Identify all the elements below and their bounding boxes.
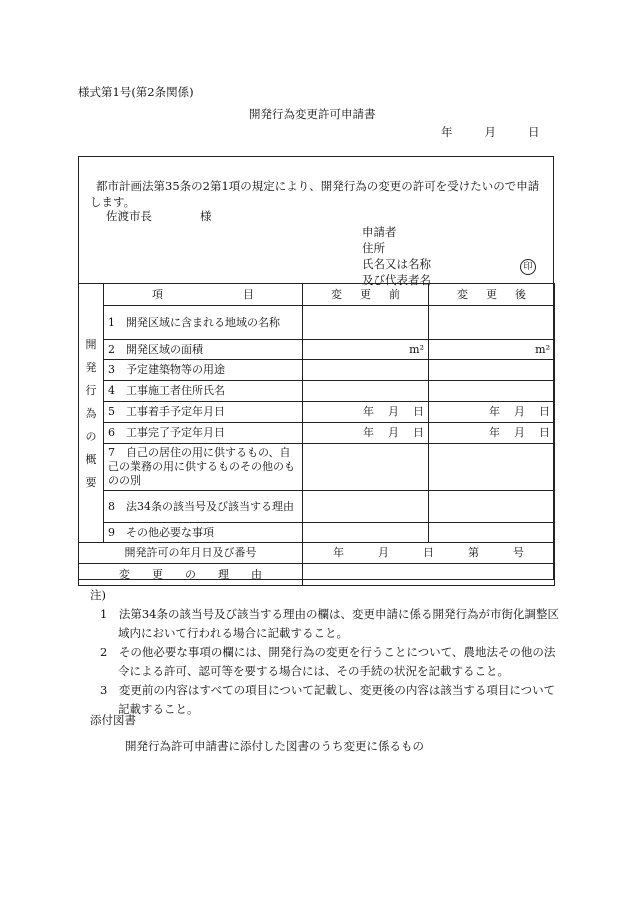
header-item: 項 目	[104, 284, 303, 306]
note-item: 3 変更前の内容はすべての項目について記載し、変更後の内容は該当する項目について記載すること。	[100, 683, 556, 716]
row-before-cell[interactable]	[303, 523, 429, 543]
table-header-row	[79, 284, 555, 306]
table-row	[79, 523, 555, 543]
notes-heading: 注)	[90, 588, 106, 602]
date-year-label: 年	[441, 125, 453, 139]
row-after-cell[interactable]	[429, 381, 555, 402]
header-before: 変 更 前	[303, 284, 429, 306]
row-before-cell[interactable]: 年 月 日	[303, 402, 429, 423]
side-char: 概	[85, 452, 97, 466]
table-row	[79, 444, 555, 491]
reason-value-cell[interactable]	[303, 564, 555, 586]
header-after: 変 更 後	[429, 284, 555, 306]
row-before-cell[interactable]	[303, 360, 429, 381]
intro-statement: 都市計画法第35条の2第1項の規定により、開発行為の変更の許可を受けたいので申請します。	[90, 179, 540, 209]
row-after-cell[interactable]: 年 月 日	[429, 402, 555, 423]
side-label-overview	[79, 284, 104, 543]
applicant-block	[362, 224, 431, 288]
row-after-cell[interactable]: 年 月 日	[429, 423, 555, 444]
row-before-cell[interactable]	[303, 381, 429, 402]
side-char: 発	[85, 360, 97, 374]
row-after-cell[interactable]	[429, 491, 555, 523]
row-label: 7 自己の居住の用に供するもの、自己の業務の用に供するものその他のものの別	[104, 444, 303, 491]
table-row	[79, 381, 555, 402]
reason-row	[79, 564, 555, 586]
side-char: 行	[85, 383, 97, 397]
row-label: 6 工事完了予定年月日	[104, 423, 303, 444]
row-after-cell[interactable]	[429, 306, 555, 340]
side-char: 為	[85, 406, 97, 420]
row-label: 2 開発区域の面積	[104, 340, 303, 360]
table-row	[79, 491, 555, 523]
row-label: 9 その他必要な事項	[104, 523, 303, 543]
row-before-cell[interactable]	[303, 491, 429, 523]
row-before-cell[interactable]: 年 月 日	[303, 423, 429, 444]
applicant-representative-label: 及び代表者名	[362, 273, 431, 287]
row-label: 8 法34条の該当号及び該当する理由	[104, 491, 303, 523]
applicant-name-label: 氏名又は名称	[362, 257, 431, 271]
row-after-cell[interactable]: m²	[429, 340, 555, 360]
overview-table	[78, 283, 555, 586]
notes-section	[90, 586, 560, 719]
row-before-cell[interactable]: m²	[303, 340, 429, 360]
row-after-cell[interactable]	[429, 360, 555, 381]
date-day-label: 日	[528, 125, 540, 139]
document-title: 開発行為変更許可申請書	[249, 107, 376, 121]
row-label: 1 開発区域に含まれる地域の名称	[104, 306, 303, 340]
row-label: 5 工事着手予定年月日	[104, 402, 303, 423]
addressee-honorific: 様	[200, 209, 212, 223]
permit-row	[79, 543, 555, 564]
seal-mark: 印	[520, 259, 536, 275]
row-label: 3 予定建築物等の用途	[104, 360, 303, 381]
table-row	[79, 306, 555, 340]
table-row	[79, 402, 555, 423]
addressee: 佐渡市長	[106, 209, 152, 223]
form-number: 様式第1号(第2条関係)	[78, 85, 194, 99]
date-month-label: 月	[484, 125, 496, 139]
attachments-heading: 添付図書	[90, 713, 136, 727]
permit-label: 開発許可の年月日及び番号	[79, 543, 303, 564]
side-char: 開	[85, 337, 97, 351]
side-char: の	[85, 429, 97, 443]
note-item: 1 法第34条の該当号及び該当する理由の欄は、変更申請に係る開発行為が市街化調整区域内において行われる場合に記載すること。	[100, 607, 559, 640]
application-date	[441, 124, 540, 140]
side-char: 要	[85, 475, 97, 489]
applicant-address-label: 住所	[362, 241, 385, 255]
row-before-cell[interactable]	[303, 306, 429, 340]
table-row	[79, 360, 555, 381]
applicant-label: 申請者	[362, 225, 397, 239]
table-row	[79, 340, 555, 360]
permit-value-cell[interactable]: 年 月 日 第 号	[303, 543, 555, 564]
attachments-body: 開発行為許可申請書に添付した図書のうち変更に係るもの	[125, 739, 424, 753]
reason-label: 変 更 の 理 由	[79, 564, 303, 586]
note-item: 2 その他必要な事項の欄には、開発行為の変更を行うことについて、農地法その他の法令による許可、認可等を要する場合には、その手続の状況を記載すること。	[100, 645, 556, 678]
row-after-cell[interactable]	[429, 444, 555, 491]
row-label: 4 工事施工者住所氏名	[104, 381, 303, 402]
table-row	[79, 423, 555, 444]
row-before-cell[interactable]	[303, 444, 429, 491]
row-after-cell[interactable]	[429, 523, 555, 543]
